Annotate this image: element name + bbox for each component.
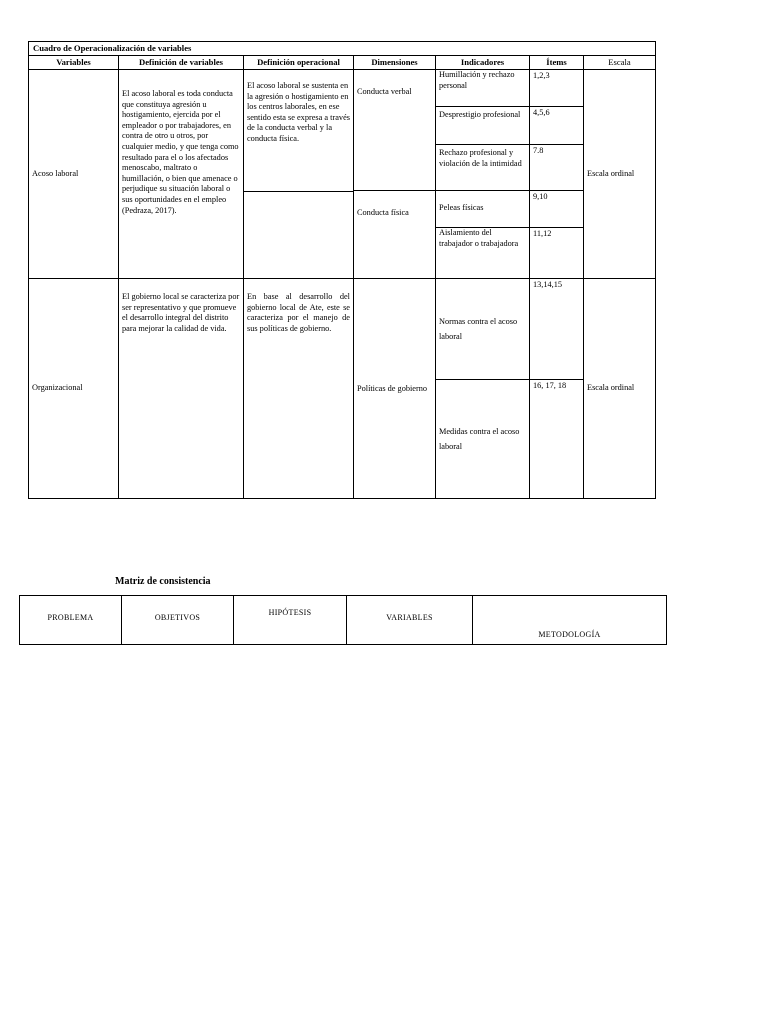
dimension-conducta-fisica: Conducta física [353, 190, 436, 279]
indicador-humillacion: Humillación y rechazo personal [435, 69, 530, 107]
table-title: Cuadro de Operacionalización de variables [28, 41, 656, 56]
header-metodologia: METODOLOGÍA [472, 595, 667, 645]
dimension-politicas-gobierno [353, 278, 436, 499]
indicador-rechazo-profesional: Rechazo profesional y violación de la intimidad [435, 144, 530, 191]
definicion-organizacional: El gobierno local se caracteriza por ser representativo y que promueve el desarrollo integral del distrito para mejorar la calidad de vida. [118, 278, 244, 499]
escala-label: Escala ordinal [587, 383, 635, 393]
items-1-2-3: 1,2,3 [529, 69, 584, 107]
operacional-acoso-laboral: El acoso laboral se sustenta en la agresión o hostigamiento en los centros laborales, en ese sentido esta se expresa a través de la conducta verbal y la conducta física. [243, 69, 354, 192]
header-escala: Escala [583, 55, 656, 70]
variable-organizacional [28, 278, 119, 499]
variable-label: Acoso laboral [32, 168, 79, 178]
indicador-medidas [435, 379, 530, 499]
indicador-label: Normas contra el acoso laboral [439, 317, 518, 341]
dimension-conducta-verbal: Conducta verbal [353, 69, 436, 191]
items-16-17-18: 16, 17, 18 [529, 379, 584, 499]
operacional-acoso-laboral-empty [243, 191, 354, 279]
header-problema: PROBLEMA [19, 595, 122, 645]
escala-label: Escala ordinal [587, 168, 635, 178]
items-7-8: 7.8 [529, 144, 584, 191]
header-variables-matriz: VARIABLES [346, 595, 473, 645]
header-objetivos: OBJETIVOS [121, 595, 234, 645]
indicador-normas [435, 278, 530, 380]
header-items: Ítems [529, 55, 584, 70]
header-definicion-operacional: Definición operacional [243, 55, 354, 70]
indicador-peleas-fisicas: Peleas físicas [435, 190, 530, 228]
items-11-12: 11,12 [529, 227, 584, 279]
matriz-consistencia-table [19, 595, 667, 645]
variable-acoso-laboral [28, 69, 119, 279]
escala-acoso-laboral [583, 69, 656, 279]
operationalization-table [28, 41, 656, 499]
header-hipotesis: HIPÓTESIS [233, 595, 347, 645]
header-definicion-variables: Definición de variables [118, 55, 244, 70]
items-9-10: 9,10 [529, 190, 584, 228]
definicion-acoso-laboral: El acoso laboral es toda conducta que constituya agresión u hostigamiento, ejercida por el empleador o por trabajadores, en contra de otro u otros, por cualquier medio, y que tenga como resultado para el o los afectados menoscabo, maltrato o humillación, o bien que amenace o perjudique su situación laboral o sus oportunidades en el empleo (Pedraza, 2017). [118, 69, 244, 279]
items-4-5-6: 4,5,6 [529, 106, 584, 145]
matriz-title: Matriz de consistencia [115, 576, 211, 587]
indicador-desprestigio: Desprestigio profesional [435, 106, 530, 145]
operacional-organizacional: En base al desarrollo del gobierno local de Ate, este se caracteriza por el manejo de sus políticas de gobierno. [243, 278, 354, 499]
variable-label: Organizacional [32, 383, 83, 393]
indicador-aislamiento: Aislamiento del trabajador o trabajadora [435, 227, 530, 279]
escala-organizacional [583, 278, 656, 499]
header-indicadores: Indicadores [435, 55, 530, 70]
dimension-label: Políticas de gobierno [357, 384, 428, 393]
header-variables: Variables [28, 55, 119, 70]
items-13-14-15: 13,14,15 [529, 278, 584, 380]
indicador-label: Medidas contra el acoso laboral [439, 427, 520, 451]
header-dimensiones: Dimensiones [353, 55, 436, 70]
